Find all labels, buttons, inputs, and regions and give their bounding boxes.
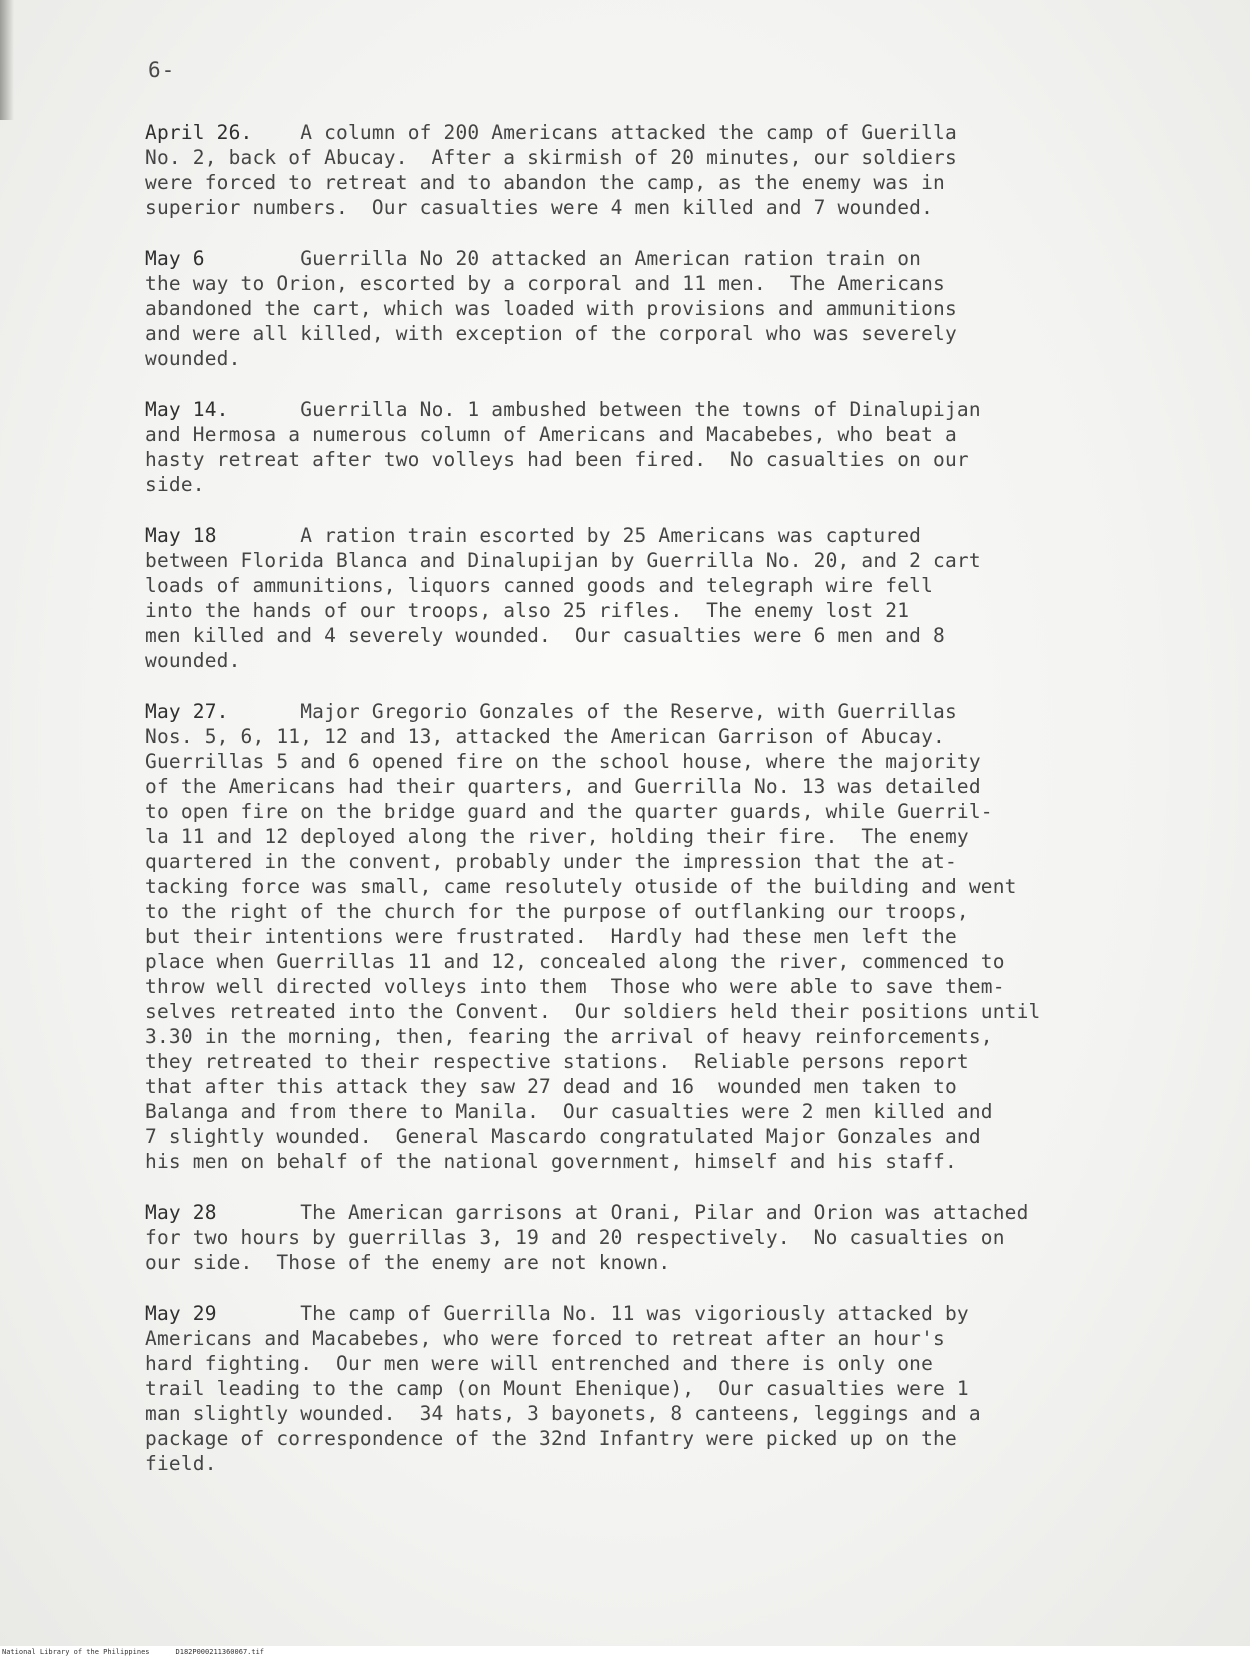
entry-date: May 14. (145, 398, 229, 421)
footer-library-name: National Library of the Philippines (2, 1648, 150, 1656)
scan-edge-shadow (0, 0, 14, 120)
footer-file-id: D182P000211360067.tif (175, 1648, 265, 1656)
entry-date: May 27. (145, 700, 229, 723)
entry-may-14 (145, 397, 1175, 497)
entry-may-27 (145, 699, 1175, 1174)
entry-text: Guerrilla No. 1 ambushed between the towns of Dinalupijan and Hermosa a numerous column of Americans and Macabebes, who beat a hasty retreat after two volleys had been fired. No casualties on our side. (145, 398, 981, 496)
entry-may-6 (145, 246, 1175, 371)
entry-date: May 28 (145, 1201, 217, 1224)
page-number: 6- (148, 58, 176, 82)
entry-april-26 (145, 120, 1175, 220)
entry-may-28 (145, 1200, 1175, 1275)
entry-text: Major Gregorio Gonzales of the Reserve, with Guerrillas Nos. 5, 6, 11, 12 and 13, attacked the American Garrison of Abucay. Guerrillas 5 and 6 opened fire on the school house, where the majority of the Americans had their quarters, and Guerrilla No. 13 was detailed to open fire on the bridge guard and the quarter guards, while Guerril- la 11 and 12 deployed along the river, holding their fire. The enemy quartered in the convent, probably under the impression that the at- tacking force was small, came resolutely otuside of the building and went to the right of the church for the purpose of outflanking our troops, but their intentions were frustrated. Hardly had these men left the place when Guerrillas 11 and 12, concealed along the river, commenced to throw well directed volleys into them Those who were able to save them- selves retreated into the Convent. Our soldiers held their positions until 3.30 in the morning, then, fearing the arrival of heavy reinforcements, they retreated to their respective stations. Reliable persons report that after this attack they saw 27 dead and 16 wounded men taken to Balanga and from there to Manila. Our casualties were 2 men killed and 7 slightly wounded. General Mascardo congratulated Major Gonzales and his men on behalf of the national government, himself and his staff. (145, 700, 1041, 1173)
entry-date: May 18 (145, 524, 217, 547)
scan-footer (0, 1646, 1250, 1658)
entry-text: Guerrilla No 20 attacked an American ration train on the way to Orion, escorted by a corporal and 11 men. The Americans abandoned the cart, which was loaded with provisions and ammunitions and were all killed, with exception of the corporal who was severely wounded. (145, 247, 957, 370)
entry-may-18 (145, 523, 1175, 673)
entry-date: May 6 (145, 247, 205, 270)
entry-may-29 (145, 1301, 1175, 1476)
entry-text: The American garrisons at Orani, Pilar and Orion was attached for two hours by guerrillas 3, 19 and 20 respectively. No casualties on our side. Those of the enemy are not known. (145, 1201, 1029, 1274)
entry-text: A column of 200 Americans attacked the camp of Guerilla No. 2, back of Abucay. After a skirmish of 20 minutes, our soldiers were forced to retreat and to abandon the camp, as the enemy was in superior numbers. Our casualties were 4 men killed and 7 wounded. (145, 121, 957, 219)
diary-entries (145, 120, 1175, 1502)
entry-date: April 26. (145, 121, 253, 144)
entry-text: The camp of Guerrilla No. 11 was vigoriously attacked by Americans and Macabebes, who were forced to retreat after an hour's hard fighting. Our men were will entrenched and there is only one trail leading to the camp (on Mount Ehenique), Our casualties were 1 man slightly wounded. 34 hats, 3 bayonets, 8 canteens, leggings and a package of correspondence of the 32nd Infantry were picked up on the field. (145, 1302, 981, 1475)
entry-text: A ration train escorted by 25 Americans was captured between Florida Blanca and Dinalupijan by Guerrilla No. 20, and 2 cart loads of ammunitions, liquors canned goods and telegraph wire fell into the hands of our troops, also 25 rifles. The enemy lost 21 men killed and 4 severely wounded. Our casualties were 6 men and 8 wounded. (145, 524, 981, 672)
entry-date: May 29 (145, 1302, 217, 1325)
